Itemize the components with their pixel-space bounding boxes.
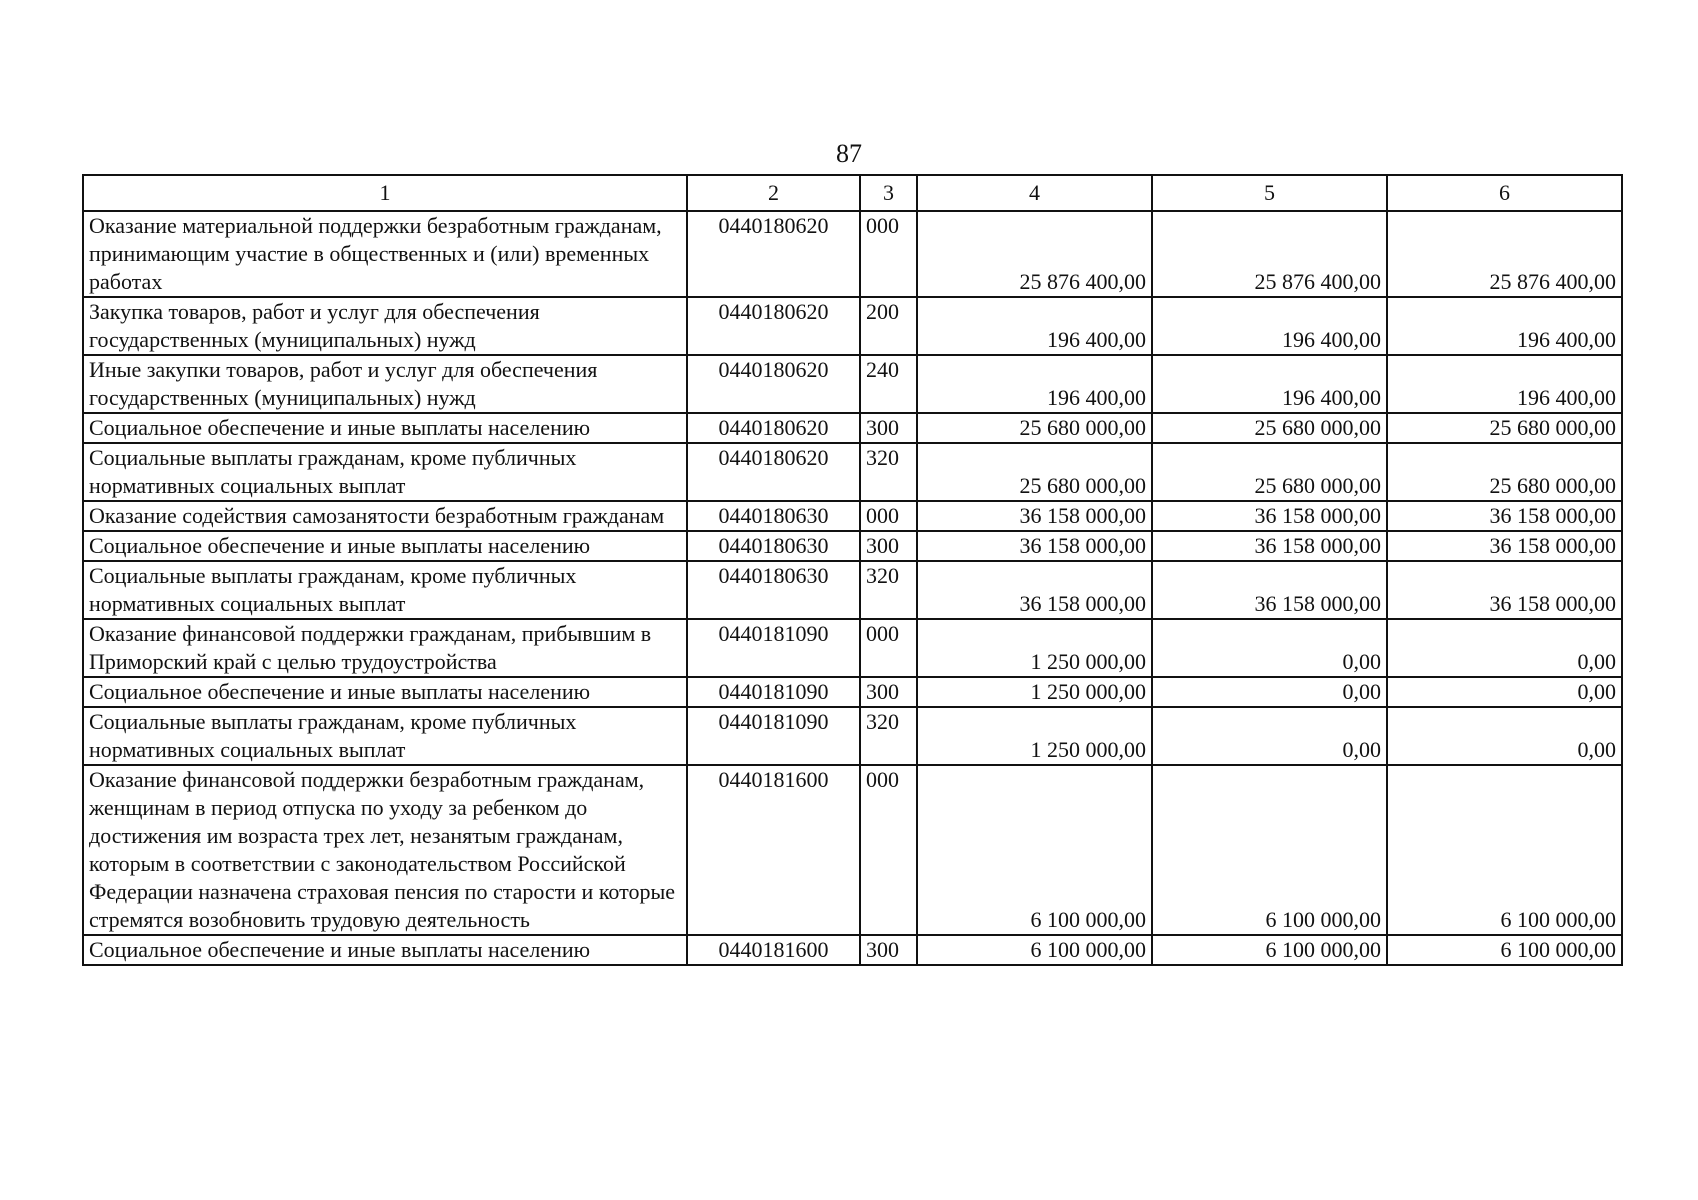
amount-col-5: 25 876 400,00 <box>1152 211 1387 297</box>
amount-col-5: 6 100 000,00 <box>1152 765 1387 935</box>
target-article-code: 0440180620 <box>687 355 860 413</box>
amount-col-4: 25 876 400,00 <box>917 211 1152 297</box>
amount-col-4: 1 250 000,00 <box>917 707 1152 765</box>
table-row <box>83 443 1622 501</box>
column-header-1: 1 <box>83 175 687 211</box>
row-name: Оказание финансовой поддержки безработным гражданам, женщинам в период отпуска по уходу за ребенком до достижения им возраста трех лет, незанятым гражданам, которым в соответствии с законодательством Российской Федерации назначена страховая пенсия по старости и которые стремятся возобновить трудовую деятельность <box>83 765 687 935</box>
row-name: Социальное обеспечение и иные выплаты населению <box>83 531 687 561</box>
table-row <box>83 935 1622 965</box>
amount-col-4: 25 680 000,00 <box>917 413 1152 443</box>
table-row <box>83 413 1622 443</box>
column-header-6: 6 <box>1387 175 1622 211</box>
expense-kind-code: 320 <box>860 443 917 501</box>
expense-kind-code: 320 <box>860 561 917 619</box>
expense-kind-code: 300 <box>860 413 917 443</box>
row-name: Оказание финансовой поддержки гражданам, прибывшим в Приморский край с целью трудоустройства <box>83 619 687 677</box>
amount-col-4: 36 158 000,00 <box>917 561 1152 619</box>
amount-col-6: 36 158 000,00 <box>1387 501 1622 531</box>
table-row <box>83 211 1622 297</box>
target-article-code: 0440181090 <box>687 619 860 677</box>
amount-col-6: 0,00 <box>1387 619 1622 677</box>
amount-col-6: 6 100 000,00 <box>1387 935 1622 965</box>
amount-col-5: 36 158 000,00 <box>1152 501 1387 531</box>
amount-col-6: 6 100 000,00 <box>1387 765 1622 935</box>
amount-col-5: 6 100 000,00 <box>1152 935 1387 965</box>
amount-col-5: 0,00 <box>1152 677 1387 707</box>
table-body <box>83 211 1622 965</box>
expense-kind-code: 000 <box>860 765 917 935</box>
target-article-code: 0440180620 <box>687 443 860 501</box>
table-row <box>83 531 1622 561</box>
table-row <box>83 765 1622 935</box>
table-row <box>83 619 1622 677</box>
table-row <box>83 501 1622 531</box>
column-header-4: 4 <box>917 175 1152 211</box>
amount-col-6: 0,00 <box>1387 707 1622 765</box>
column-header-5: 5 <box>1152 175 1387 211</box>
amount-col-4: 196 400,00 <box>917 297 1152 355</box>
row-name: Иные закупки товаров, работ и услуг для обеспечения государственных (муниципальных) нужд <box>83 355 687 413</box>
amount-col-4: 1 250 000,00 <box>917 619 1152 677</box>
amount-col-5: 0,00 <box>1152 707 1387 765</box>
row-name: Социальные выплаты гражданам, кроме публичных нормативных социальных выплат <box>83 707 687 765</box>
expense-kind-code: 240 <box>860 355 917 413</box>
table-row <box>83 707 1622 765</box>
row-name: Оказание содействия самозанятости безработным гражданам <box>83 501 687 531</box>
amount-col-5: 36 158 000,00 <box>1152 561 1387 619</box>
budget-table <box>82 174 1623 966</box>
table-row <box>83 561 1622 619</box>
table-header <box>83 175 1622 211</box>
expense-kind-code: 000 <box>860 619 917 677</box>
row-name: Социальное обеспечение и иные выплаты населению <box>83 935 687 965</box>
amount-col-4: 1 250 000,00 <box>917 677 1152 707</box>
amount-col-4: 6 100 000,00 <box>917 765 1152 935</box>
target-article-code: 0440180620 <box>687 211 860 297</box>
amount-col-6: 0,00 <box>1387 677 1622 707</box>
table-row <box>83 297 1622 355</box>
row-name: Оказание материальной поддержки безработным гражданам, принимающим участие в общественных и (или) временных работах <box>83 211 687 297</box>
row-name: Социальные выплаты гражданам, кроме публичных нормативных социальных выплат <box>83 561 687 619</box>
amount-col-6: 25 680 000,00 <box>1387 443 1622 501</box>
amount-col-4: 6 100 000,00 <box>917 935 1152 965</box>
target-article-code: 0440180630 <box>687 501 860 531</box>
target-article-code: 0440181600 <box>687 935 860 965</box>
amount-col-6: 25 876 400,00 <box>1387 211 1622 297</box>
amount-col-6: 196 400,00 <box>1387 355 1622 413</box>
amount-col-5: 0,00 <box>1152 619 1387 677</box>
expense-kind-code: 000 <box>860 211 917 297</box>
header-row <box>83 175 1622 211</box>
amount-col-5: 196 400,00 <box>1152 297 1387 355</box>
expense-kind-code: 200 <box>860 297 917 355</box>
amount-col-6: 196 400,00 <box>1387 297 1622 355</box>
expense-kind-code: 320 <box>860 707 917 765</box>
expense-kind-code: 300 <box>860 531 917 561</box>
amount-col-6: 36 158 000,00 <box>1387 531 1622 561</box>
amount-col-4: 36 158 000,00 <box>917 501 1152 531</box>
target-article-code: 0440180630 <box>687 561 860 619</box>
column-header-3: 3 <box>860 175 917 211</box>
target-article-code: 0440181090 <box>687 707 860 765</box>
target-article-code: 0440180630 <box>687 531 860 561</box>
amount-col-4: 25 680 000,00 <box>917 443 1152 501</box>
expense-kind-code: 300 <box>860 677 917 707</box>
amount-col-6: 25 680 000,00 <box>1387 413 1622 443</box>
amount-col-5: 196 400,00 <box>1152 355 1387 413</box>
amount-col-6: 36 158 000,00 <box>1387 561 1622 619</box>
row-name: Социальные выплаты гражданам, кроме публичных нормативных социальных выплат <box>83 443 687 501</box>
amount-col-5: 25 680 000,00 <box>1152 413 1387 443</box>
row-name: Социальное обеспечение и иные выплаты населению <box>83 413 687 443</box>
amount-col-5: 25 680 000,00 <box>1152 443 1387 501</box>
amount-col-5: 36 158 000,00 <box>1152 531 1387 561</box>
expense-kind-code: 000 <box>860 501 917 531</box>
expense-kind-code: 300 <box>860 935 917 965</box>
row-name: Социальное обеспечение и иные выплаты населению <box>83 677 687 707</box>
row-name: Закупка товаров, работ и услуг для обеспечения государственных (муниципальных) нужд <box>83 297 687 355</box>
target-article-code: 0440181600 <box>687 765 860 935</box>
table-row <box>83 677 1622 707</box>
page-number: 87 <box>836 139 862 168</box>
target-article-code: 0440181090 <box>687 677 860 707</box>
amount-col-4: 196 400,00 <box>917 355 1152 413</box>
target-article-code: 0440180620 <box>687 297 860 355</box>
column-header-2: 2 <box>687 175 860 211</box>
amount-col-4: 36 158 000,00 <box>917 531 1152 561</box>
table-row <box>83 355 1622 413</box>
target-article-code: 0440180620 <box>687 413 860 443</box>
